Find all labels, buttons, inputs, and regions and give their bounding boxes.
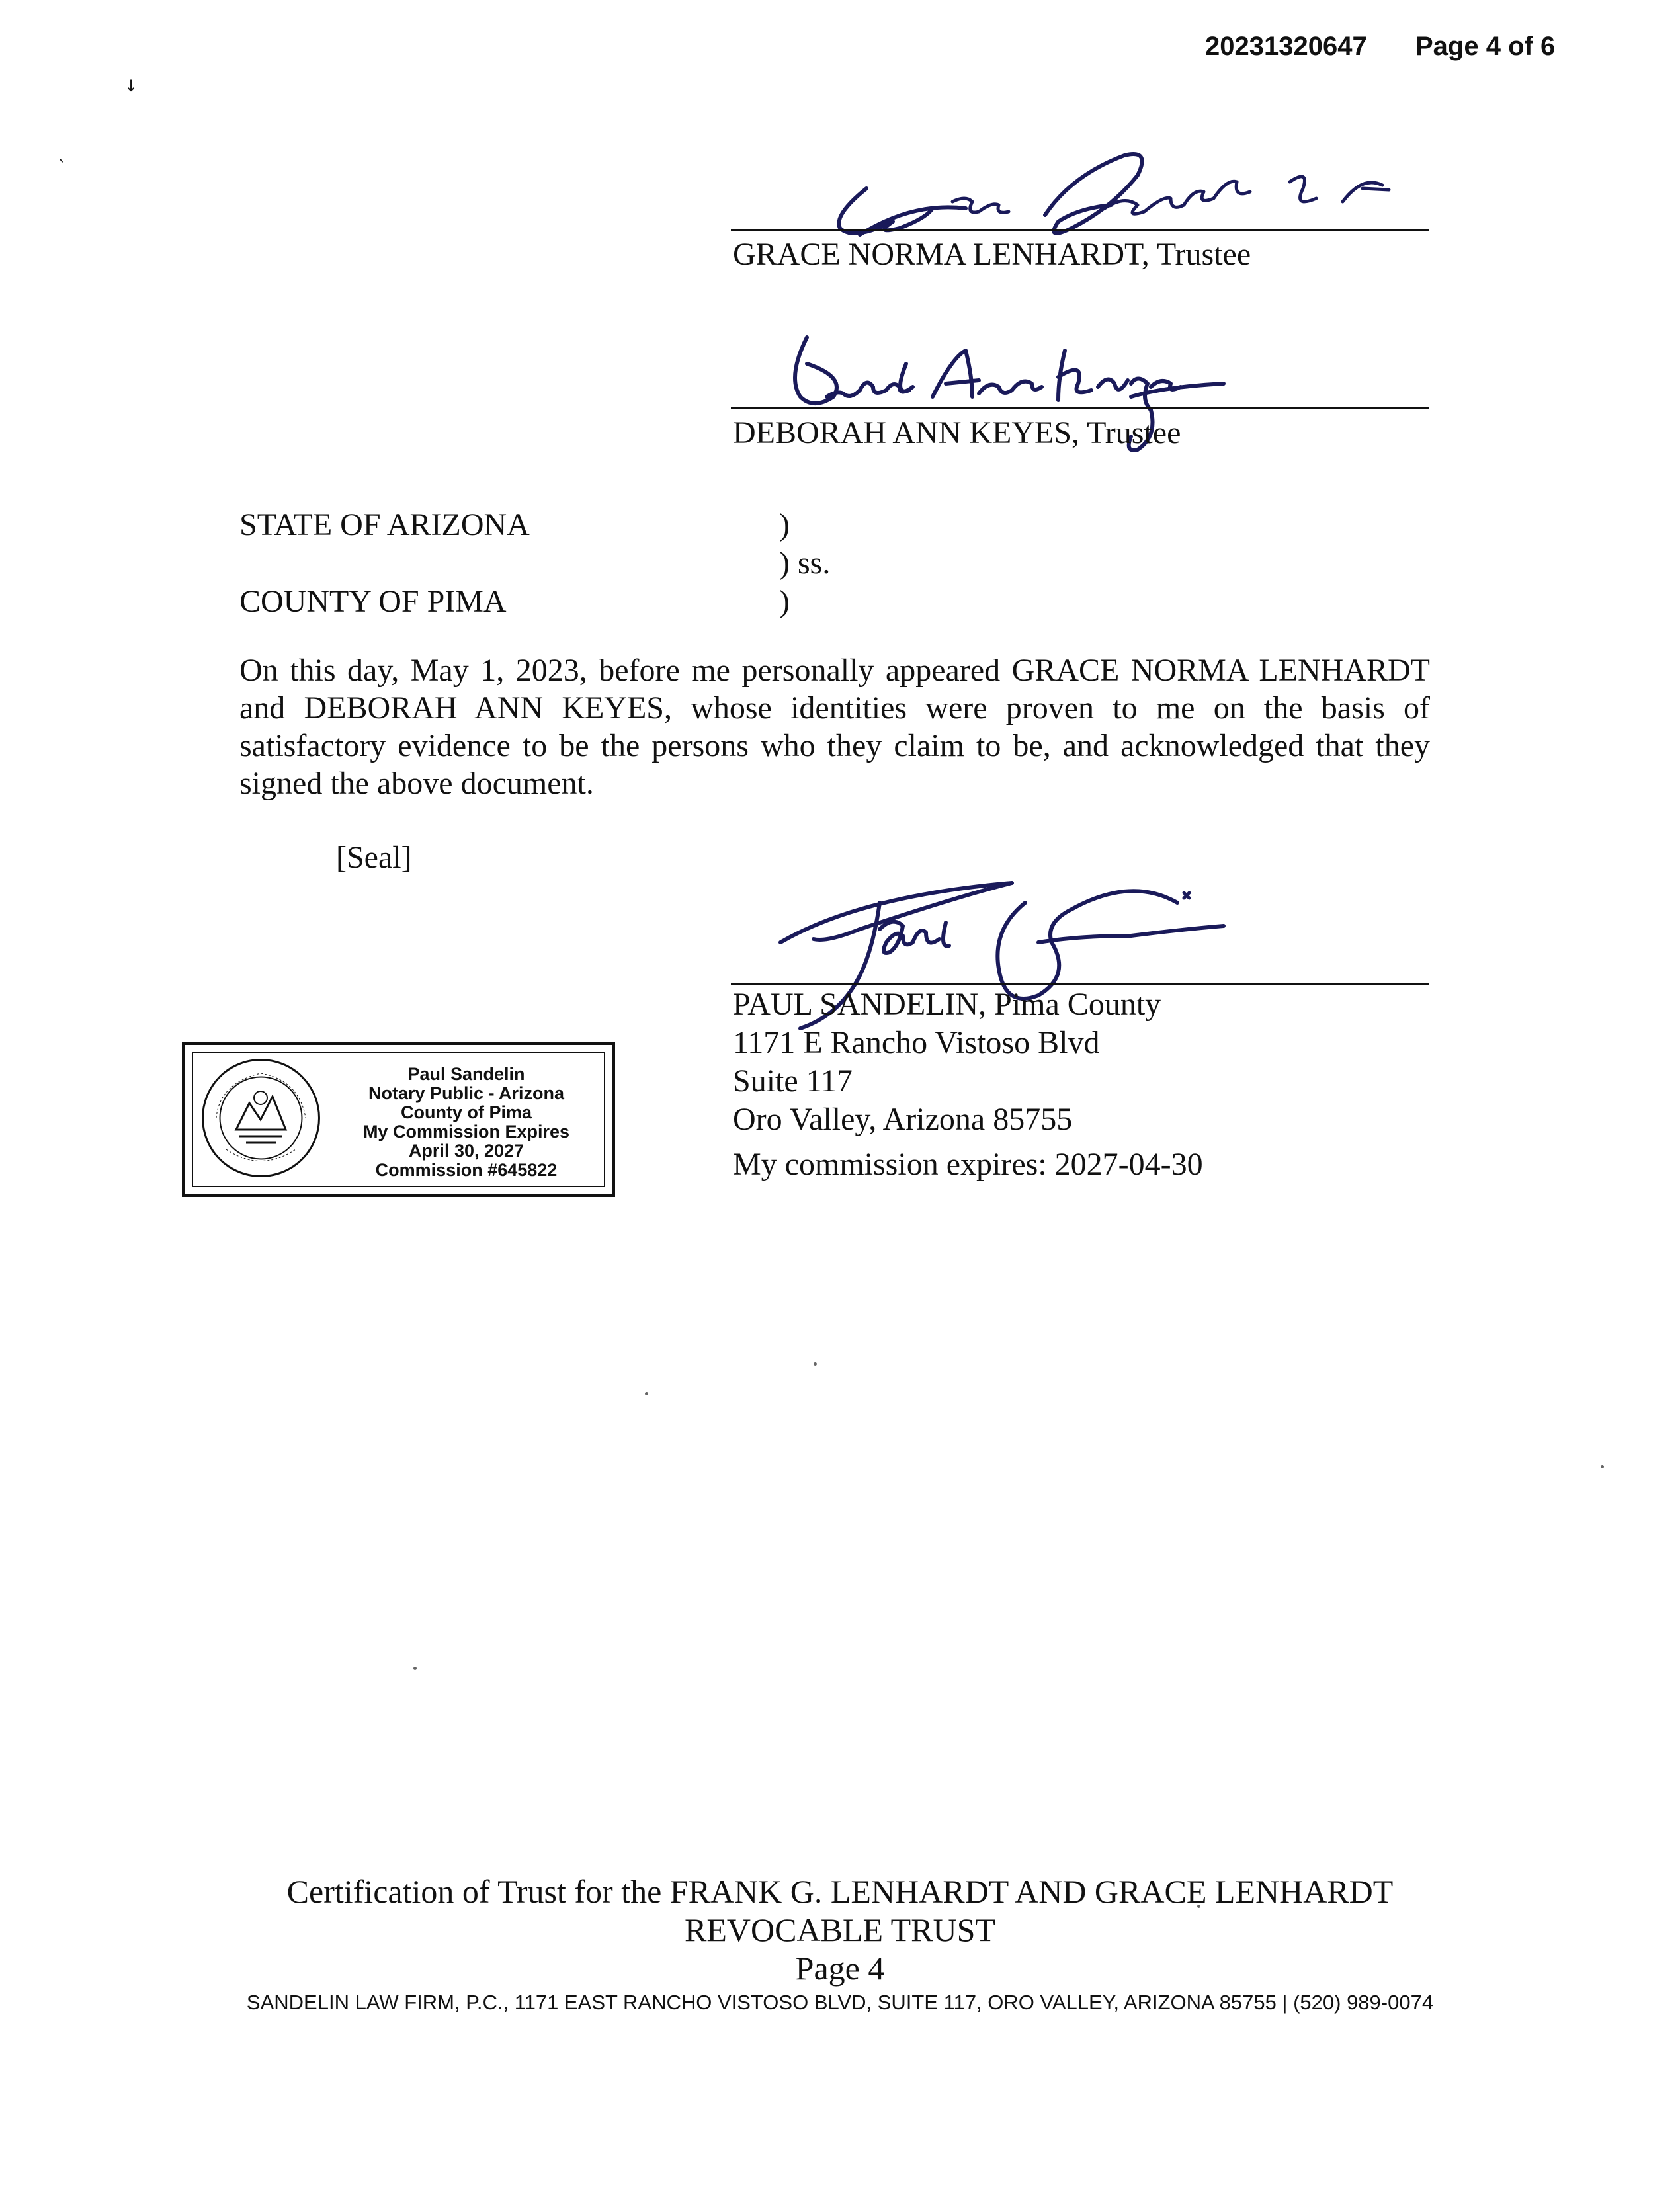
notary-address-2: Suite 117 <box>733 1063 853 1098</box>
notary-commission: My commission expires: 2027-04-30 <box>733 1147 1203 1182</box>
signer-2-name: DEBORAH ANN KEYES, Trustee <box>733 415 1181 450</box>
stamp-title: Notary Public - Arizona <box>368 1083 565 1103</box>
notary-name: PAUL SANDELIN, Pima County <box>733 987 1161 1022</box>
stamp-expires-date: April 30, 2027 <box>408 1141 525 1161</box>
stamp-county: County of Pima <box>400 1102 532 1122</box>
scan-speck <box>413 1667 417 1670</box>
scan-mark: ↓ <box>124 77 138 95</box>
notary-address-1: 1171 E Rancho Vistoso Blvd <box>733 1025 1100 1060</box>
footer-firm-line: SANDELIN LAW FIRM, P.C., 1171 EAST RANCHO VISTOSO BLVD, SUITE 117, ORO VALLEY, ARIZONA 85755 | (520) 989-0074 <box>246 1991 1434 2014</box>
signer-1-name: GRACE NORMA LENHARDT, Trustee <box>733 237 1251 272</box>
stamp-commission-number: Commission #645822 <box>375 1160 558 1180</box>
stamp-name: Paul Sandelin <box>407 1064 525 1084</box>
footer-title-line-2: REVOCABLE TRUST <box>685 1911 995 1948</box>
venue-ss: ) ss. <box>779 546 831 581</box>
footer-page: Page 4 <box>795 1950 885 1987</box>
arizona-state-seal <box>200 1057 322 1179</box>
footer-title-line-1: Certification of Trust for the FRANK G. LENHARDT AND GRACE LENHARDT <box>286 1873 1394 1910</box>
scan-speck <box>814 1362 817 1366</box>
deborah-keyes-signature <box>761 324 1237 476</box>
page-counter: Page 4 of 6 <box>1415 32 1556 61</box>
venue-paren: ) <box>779 584 790 619</box>
venue-paren: ) <box>779 507 790 542</box>
venue-county: COUNTY OF PIMA <box>239 584 507 619</box>
scan-speck <box>645 1392 648 1395</box>
scan-mark: ˎ <box>58 144 66 163</box>
seal-label: [Seal] <box>336 840 412 875</box>
stamp-expires-label: My Commission Expires <box>362 1122 570 1141</box>
document-number: 20231320647 <box>1205 32 1367 61</box>
notary-stamp <box>182 1042 615 1197</box>
venue-state: STATE OF ARIZONA <box>239 507 530 542</box>
notary-city-state-zip: Oro Valley, Arizona 85755 <box>733 1102 1073 1137</box>
acknowledgment-paragraph: On this day, May 1, 2023, before me personally appeared GRACE NORMA LENHARDT and DEBORAH ANN KEYES, whose identities were proven to me on the basis of satisfactory evidence to be the persons who they claim to be, and acknowledged that they signed the above document. <box>239 653 1430 801</box>
scan-speck <box>1601 1465 1604 1468</box>
